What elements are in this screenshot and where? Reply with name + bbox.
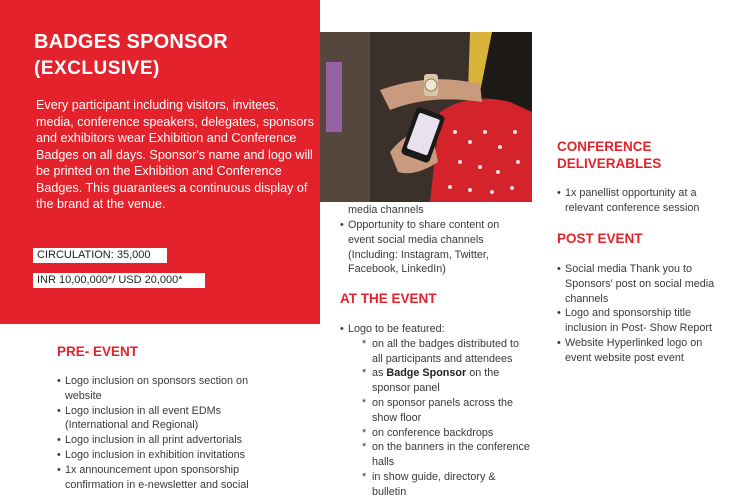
sub-item: * on all the badges distributed to all participants and attendees xyxy=(362,337,530,367)
list-item: • Logo and sponsorship title inclusion in Post- Show Report xyxy=(557,306,722,336)
pre-event-list xyxy=(57,374,277,492)
list-item: • Social media Thank you to Sponsors' post on social media channels xyxy=(557,262,722,306)
logo-placement-sublist xyxy=(348,337,530,500)
conference-list xyxy=(557,186,717,216)
continuation-text: media channels xyxy=(348,204,424,216)
list-item: • Logo inclusion in exhibition invitations xyxy=(57,448,277,463)
pre-event-heading: PRE- EVENT xyxy=(57,344,139,359)
list-item: • Logo inclusion on sponsors section on website xyxy=(57,374,277,404)
post-event-heading: POST EVENT xyxy=(557,231,643,246)
badge-sponsor-label: Badge Sponsor xyxy=(386,367,467,380)
sub-item: * on the banners in the conference halls xyxy=(362,440,530,470)
sub-item: * on conference backdrops xyxy=(362,426,530,441)
event-badge-photo xyxy=(320,32,532,202)
list-item: • Opportunity to share content on event social media channels (Including: Instagram, Twitter, Facebook, LinkedIn) xyxy=(340,218,528,277)
post-event-list xyxy=(557,262,722,366)
sponsor-description: Every participant including visitors, invitees, media, conference speakers, delegates, sponsors and exhibitors wear Exhibition and Conference Badges on all days. Sponsor's name and logo will be printed on the Exhibition and Conference Badges. This guarantees a continuous display of the brand at the venue. xyxy=(36,98,314,211)
list-item: • 1x announcement upon sponsorship confirmation in e-newsletter and social xyxy=(57,463,277,493)
photo-illustration xyxy=(320,32,532,202)
sub-item: * as Badge Sponsor on the sponsor panel xyxy=(362,366,530,396)
sub-item: * on sponsor panels across the show floor xyxy=(362,396,530,426)
share-content-list xyxy=(340,218,528,277)
list-item: • Website Hyperlinked logo on event website post event xyxy=(557,336,722,366)
page-title: BADGES SPONSOR xyxy=(34,31,228,53)
list-item: • Logo inclusion in all event EDMs (International and Regional) xyxy=(57,404,277,434)
logo-featured-intro: Logo to be featured: xyxy=(348,323,445,335)
page-subtitle: (EXCLUSIVE) xyxy=(34,58,160,79)
conference-heading: CONFERENCE DELIVERABLES xyxy=(557,139,662,171)
at-event-list xyxy=(340,322,530,500)
at-event-heading: AT THE EVENT xyxy=(340,291,437,306)
circulation-tag: CIRCULATION: 35,000 xyxy=(33,248,167,263)
list-item: • 1x panellist opportunity at a relevant conference session xyxy=(557,186,717,216)
sub-item: * in show guide, directory & bulletin xyxy=(362,470,530,500)
list-item: • Logo inclusion in all print advertorials xyxy=(57,433,277,448)
price-tag: INR 10,00,000*/ USD 20,000* xyxy=(33,273,205,288)
list-item xyxy=(340,322,530,500)
